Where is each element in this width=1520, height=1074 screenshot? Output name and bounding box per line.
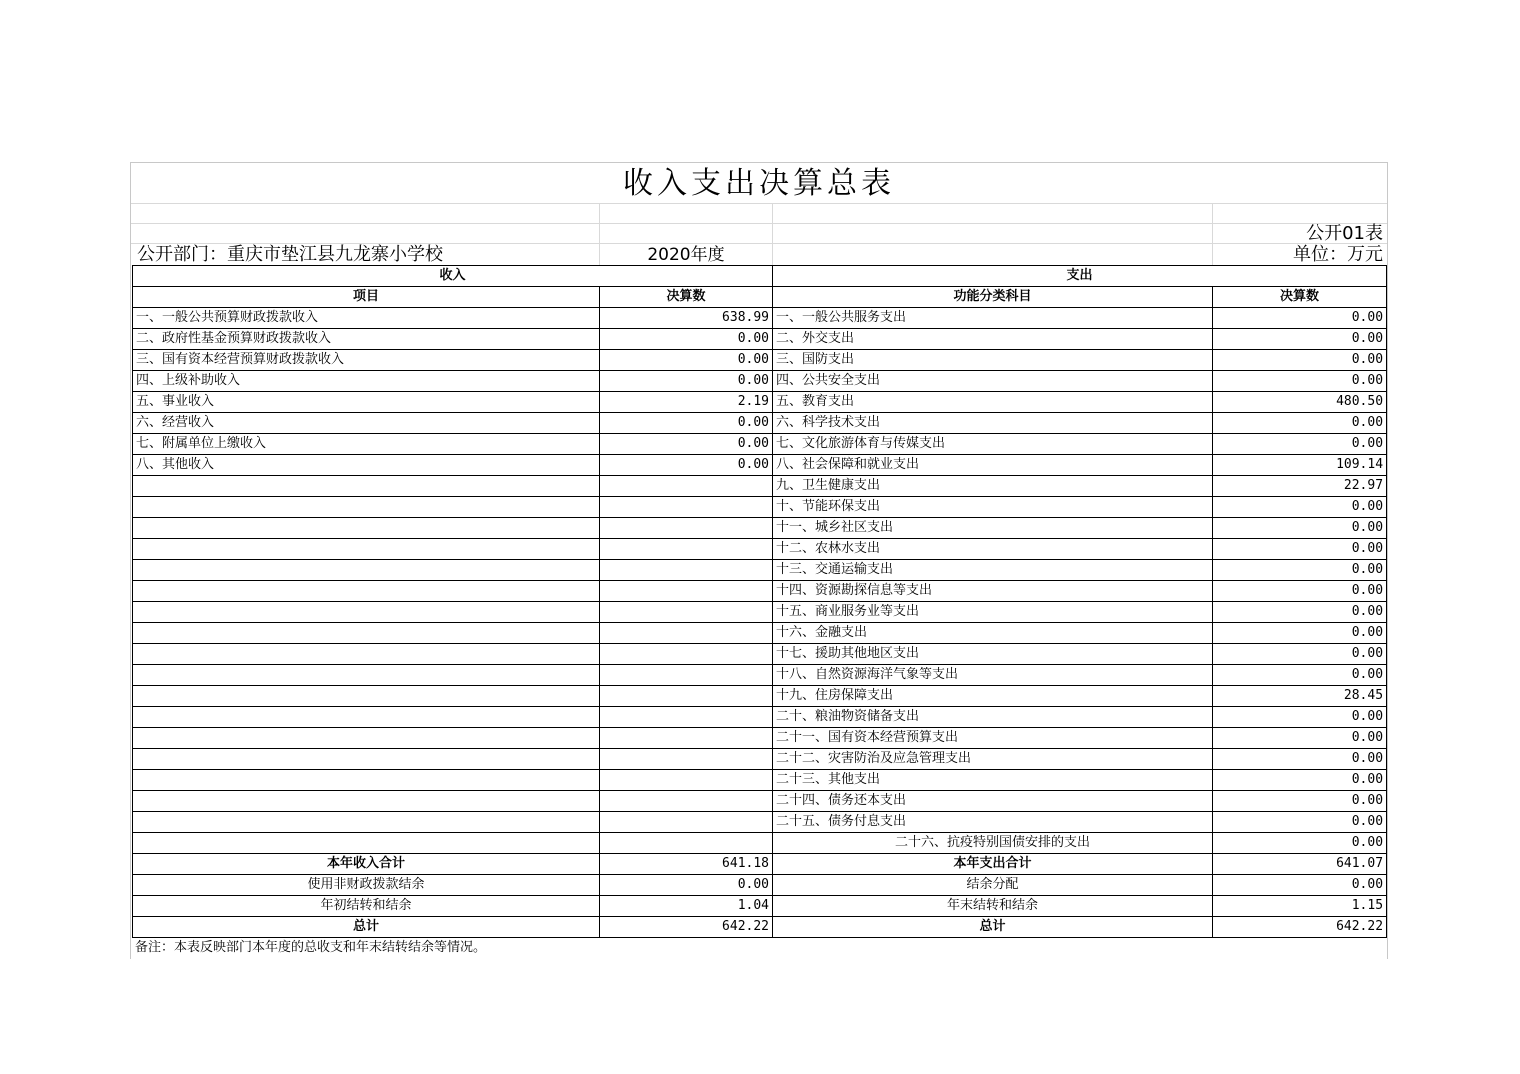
col-amount2-header: 决算数 bbox=[1213, 287, 1387, 308]
expense-item: 二十五、债务付息支出 bbox=[773, 812, 1213, 833]
expense-amount: 0.00 bbox=[1213, 350, 1387, 371]
income-item bbox=[133, 728, 600, 749]
expense-item: 十、节能环保支出 bbox=[773, 497, 1213, 518]
table-row bbox=[133, 833, 1387, 854]
budget-table bbox=[132, 265, 1387, 938]
income-amount bbox=[600, 539, 773, 560]
table-row bbox=[133, 371, 1387, 392]
table-row bbox=[133, 329, 1387, 350]
expense-amount: 0.00 bbox=[1213, 518, 1387, 539]
summary-expense-label: 本年支出合计 bbox=[773, 854, 1213, 875]
table-row bbox=[133, 770, 1387, 791]
table-row bbox=[133, 791, 1387, 812]
summary-income-label: 总计 bbox=[133, 917, 600, 938]
expense-item: 十九、住房保障支出 bbox=[773, 686, 1213, 707]
income-amount bbox=[600, 791, 773, 812]
table-row bbox=[133, 644, 1387, 665]
expense-amount: 0.00 bbox=[1213, 623, 1387, 644]
income-item bbox=[133, 476, 600, 497]
income-item bbox=[133, 644, 600, 665]
summary-income-amount: 641.18 bbox=[600, 854, 773, 875]
expense-item: 十六、金融支出 bbox=[773, 623, 1213, 644]
expense-amount: 0.00 bbox=[1213, 812, 1387, 833]
table-row bbox=[133, 560, 1387, 581]
summary-income-amount: 0.00 bbox=[600, 875, 773, 896]
income-amount: 0.00 bbox=[600, 455, 773, 476]
expense-item: 八、社会保障和就业支出 bbox=[773, 455, 1213, 476]
income-item bbox=[133, 560, 600, 581]
table-row bbox=[133, 602, 1387, 623]
income-amount bbox=[600, 644, 773, 665]
spreadsheet-sheet bbox=[130, 162, 1388, 959]
income-item bbox=[133, 497, 600, 518]
section-header-row bbox=[133, 266, 1387, 287]
form-number: 公开01表 bbox=[1306, 223, 1383, 244]
expense-item: 三、国防支出 bbox=[773, 350, 1213, 371]
income-amount bbox=[600, 497, 773, 518]
income-amount bbox=[600, 749, 773, 770]
summary-row bbox=[133, 917, 1387, 938]
summary-expense-amount: 641.07 bbox=[1213, 854, 1387, 875]
summary-expense-amount: 1.15 bbox=[1213, 896, 1387, 917]
expense-item: 二十四、债务还本支出 bbox=[773, 791, 1213, 812]
summary-income-label: 年初结转和结余 bbox=[133, 896, 600, 917]
income-amount bbox=[600, 770, 773, 791]
year-label: 2020年度 bbox=[647, 245, 725, 265]
income-amount bbox=[600, 665, 773, 686]
expense-amount: 0.00 bbox=[1213, 539, 1387, 560]
table-row bbox=[133, 350, 1387, 371]
expense-item: 二十、粮油物资储备支出 bbox=[773, 707, 1213, 728]
expense-item: 十五、商业服务业等支出 bbox=[773, 602, 1213, 623]
expense-amount: 0.00 bbox=[1213, 308, 1387, 329]
expense-item: 十七、援助其他地区支出 bbox=[773, 644, 1213, 665]
expense-item: 二十二、灾害防治及应急管理支出 bbox=[773, 749, 1213, 770]
income-amount bbox=[600, 518, 773, 539]
expense-amount: 109.14 bbox=[1213, 455, 1387, 476]
expense-item: 十八、自然资源海洋气象等支出 bbox=[773, 665, 1213, 686]
expense-amount: 0.00 bbox=[1213, 371, 1387, 392]
expense-item: 九、卫生健康支出 bbox=[773, 476, 1213, 497]
expense-item: 十四、资源勘探信息等支出 bbox=[773, 581, 1213, 602]
expense-amount: 0.00 bbox=[1213, 497, 1387, 518]
expense-item: 二十三、其他支出 bbox=[773, 770, 1213, 791]
table-row bbox=[133, 581, 1387, 602]
expense-amount: 0.00 bbox=[1213, 602, 1387, 623]
expense-amount: 0.00 bbox=[1213, 434, 1387, 455]
table-row bbox=[133, 413, 1387, 434]
income-amount: 0.00 bbox=[600, 350, 773, 371]
grid-line bbox=[599, 203, 600, 265]
expense-header: 支出 bbox=[773, 266, 1387, 287]
table-row bbox=[133, 518, 1387, 539]
income-amount bbox=[600, 560, 773, 581]
table-row bbox=[133, 728, 1387, 749]
grid-line bbox=[131, 203, 1387, 204]
income-amount: 0.00 bbox=[600, 371, 773, 392]
grid-line bbox=[131, 223, 1387, 224]
table-row bbox=[133, 665, 1387, 686]
expense-amount: 0.00 bbox=[1213, 707, 1387, 728]
expense-item: 十一、城乡社区支出 bbox=[773, 518, 1213, 539]
summary-expense-amount: 642.22 bbox=[1213, 917, 1387, 938]
income-amount: 0.00 bbox=[600, 413, 773, 434]
summary-row bbox=[133, 896, 1387, 917]
income-amount bbox=[600, 812, 773, 833]
summary-expense-label: 年末结转和结余 bbox=[773, 896, 1213, 917]
unit-label: 单位：万元 bbox=[1293, 244, 1383, 265]
summary-income-amount: 642.22 bbox=[600, 917, 773, 938]
income-amount: 0.00 bbox=[600, 329, 773, 350]
summary-expense-label: 结余分配 bbox=[773, 875, 1213, 896]
expense-item: 一、一般公共服务支出 bbox=[773, 308, 1213, 329]
col-item-header: 项目 bbox=[133, 287, 600, 308]
table-row bbox=[133, 812, 1387, 833]
income-item bbox=[133, 602, 600, 623]
income-item: 六、经营收入 bbox=[133, 413, 600, 434]
income-item bbox=[133, 770, 600, 791]
table-row bbox=[133, 308, 1387, 329]
table-row bbox=[133, 539, 1387, 560]
expense-item: 六、科学技术支出 bbox=[773, 413, 1213, 434]
summary-income-label: 使用非财政拨款结余 bbox=[133, 875, 600, 896]
expense-item: 七、文化旅游体育与传媒支出 bbox=[773, 434, 1213, 455]
income-amount: 0.00 bbox=[600, 434, 773, 455]
table-row bbox=[133, 434, 1387, 455]
table-row bbox=[133, 623, 1387, 644]
summary-row bbox=[133, 854, 1387, 875]
summary-income-label: 本年收入合计 bbox=[133, 854, 600, 875]
expense-amount: 0.00 bbox=[1213, 329, 1387, 350]
expense-item: 十二、农林水支出 bbox=[773, 539, 1213, 560]
income-item: 七、附属单位上缴收入 bbox=[133, 434, 600, 455]
income-item bbox=[133, 581, 600, 602]
expense-amount: 0.00 bbox=[1213, 728, 1387, 749]
expense-amount: 0.00 bbox=[1213, 770, 1387, 791]
income-amount bbox=[600, 833, 773, 854]
income-amount bbox=[600, 623, 773, 644]
page-title: 收入支出决算总表 bbox=[623, 166, 895, 201]
income-amount bbox=[600, 686, 773, 707]
expense-amount: 480.50 bbox=[1213, 392, 1387, 413]
expense-item: 五、教育支出 bbox=[773, 392, 1213, 413]
expense-amount: 0.00 bbox=[1213, 791, 1387, 812]
income-item: 四、上级补助收入 bbox=[133, 371, 600, 392]
income-header: 收入 bbox=[133, 266, 773, 287]
summary-expense-amount: 0.00 bbox=[1213, 875, 1387, 896]
income-item: 一、一般公共预算财政拨款收入 bbox=[133, 308, 600, 329]
expense-amount: 0.00 bbox=[1213, 413, 1387, 434]
expense-amount: 0.00 bbox=[1213, 644, 1387, 665]
income-amount bbox=[600, 602, 773, 623]
income-item: 三、国有资本经营预算财政拨款收入 bbox=[133, 350, 600, 371]
footnote: 备注：本表反映部门本年度的总收支和年末结转结余等情况。 bbox=[135, 940, 487, 955]
expense-item: 二、外交支出 bbox=[773, 329, 1213, 350]
summary-income-amount: 1.04 bbox=[600, 896, 773, 917]
income-item bbox=[133, 686, 600, 707]
income-item: 五、事业收入 bbox=[133, 392, 600, 413]
income-amount: 638.99 bbox=[600, 308, 773, 329]
table-row bbox=[133, 686, 1387, 707]
summary-expense-label: 总计 bbox=[773, 917, 1213, 938]
expense-amount: 0.00 bbox=[1213, 560, 1387, 581]
expense-amount: 0.00 bbox=[1213, 833, 1387, 854]
expense-amount: 0.00 bbox=[1213, 749, 1387, 770]
expense-item: 十三、交通运输支出 bbox=[773, 560, 1213, 581]
income-item bbox=[133, 791, 600, 812]
income-item bbox=[133, 623, 600, 644]
income-item bbox=[133, 539, 600, 560]
income-item bbox=[133, 833, 600, 854]
col-amount-header: 决算数 bbox=[600, 287, 773, 308]
expense-amount: 28.45 bbox=[1213, 686, 1387, 707]
income-item: 二、政府性基金预算财政拨款收入 bbox=[133, 329, 600, 350]
income-item bbox=[133, 812, 600, 833]
income-amount bbox=[600, 728, 773, 749]
income-amount bbox=[600, 476, 773, 497]
table-row bbox=[133, 497, 1387, 518]
col-func-header: 功能分类科目 bbox=[773, 287, 1213, 308]
income-item bbox=[133, 518, 600, 539]
table-row bbox=[133, 455, 1387, 476]
column-header-row bbox=[133, 287, 1387, 308]
income-amount: 2.19 bbox=[600, 392, 773, 413]
department-label: 公开部门：重庆市垫江县九龙寨小学校 bbox=[137, 244, 443, 265]
income-item: 八、其他收入 bbox=[133, 455, 600, 476]
grid-line bbox=[772, 203, 773, 265]
table-row bbox=[133, 749, 1387, 770]
table-row bbox=[133, 392, 1387, 413]
expense-item: 四、公共安全支出 bbox=[773, 371, 1213, 392]
expense-amount: 0.00 bbox=[1213, 665, 1387, 686]
table-row bbox=[133, 707, 1387, 728]
income-item bbox=[133, 665, 600, 686]
expense-amount: 0.00 bbox=[1213, 581, 1387, 602]
summary-row bbox=[133, 875, 1387, 896]
grid-line bbox=[1212, 203, 1213, 265]
income-item bbox=[133, 749, 600, 770]
table-row bbox=[133, 476, 1387, 497]
income-amount bbox=[600, 581, 773, 602]
expense-amount: 22.97 bbox=[1213, 476, 1387, 497]
expense-item: 二十一、国有资本经营预算支出 bbox=[773, 728, 1213, 749]
expense-item: 二十六、抗疫特别国债安排的支出 bbox=[773, 833, 1213, 854]
income-item bbox=[133, 707, 600, 728]
income-amount bbox=[600, 707, 773, 728]
